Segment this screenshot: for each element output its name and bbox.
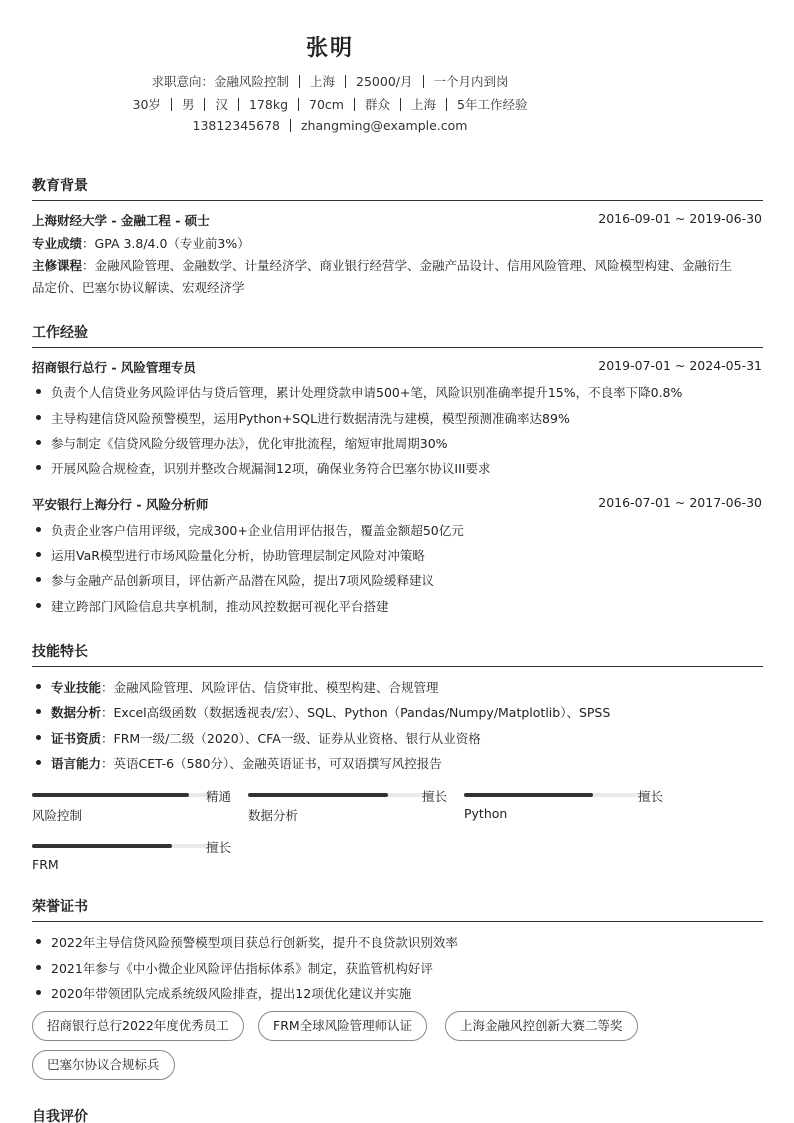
job-head: [32, 358, 762, 376]
skill-item: 证书资质：FRM一级/二级（2020）、CFA一级、证券从业资格、银行从业资格: [32, 729, 762, 747]
skill-level: 擅长: [638, 789, 664, 804]
experience-years: 5年工作经验: [457, 97, 528, 112]
education-title: 教育背景: [32, 175, 763, 201]
grade-line: [32, 233, 762, 255]
job-date: 2016-07-01 ~ 2017-06-30: [598, 495, 762, 510]
job-intention-row: [0, 72, 660, 90]
skill-item: 专业技能：金融风险管理、风险评估、信贷审批、模型构建、合规管理: [32, 678, 762, 696]
school-degree: 上海财经大学 - 金融工程 - 硕士: [32, 213, 210, 228]
job-head: [32, 495, 762, 513]
job-bullet: 参与制定《信贷风险分级管理办法》，优化审批流程，缩短审批周期30%: [32, 434, 762, 452]
skill-name: 风险控制: [32, 808, 83, 823]
email[interactable]: zhangming@example.com: [301, 118, 468, 133]
job-date: 2019-07-01 ~ 2024-05-31: [598, 358, 762, 373]
honor-tag: 招商银行总行2022年度优秀员工: [32, 1011, 244, 1041]
phone[interactable]: 13812345678: [192, 118, 280, 133]
courses-label: 主修课程: [32, 258, 83, 273]
skill-name: 数据分析: [248, 808, 299, 823]
skill-level: 擅长: [206, 840, 232, 855]
courses-line-cont: [32, 277, 762, 299]
honor-tag: FRM全球风险管理师认证: [258, 1011, 427, 1041]
work-title: 工作经验: [32, 322, 763, 348]
skills-title: 技能特长: [32, 641, 763, 667]
personal-info-row: [0, 95, 660, 113]
honor-tag: 巴塞尔协议合规标兵: [32, 1050, 175, 1080]
job-bullet: 负责企业客户信用评级，完成300+企业信用评估报告，覆盖金额超50亿元: [32, 521, 762, 539]
location: 上海: [310, 74, 336, 89]
political-status: 群众: [364, 97, 390, 112]
gender: 男: [181, 97, 195, 112]
skill-name: FRM: [32, 857, 59, 872]
skill-name: Python: [464, 806, 508, 821]
contact-row: [0, 118, 660, 133]
job-company-title: 平安银行上海分行 - 风险分析师: [32, 497, 209, 512]
courses-value-2: 品定价、巴塞尔协议解读、宏观经济学: [32, 280, 245, 295]
education-head: [32, 211, 762, 229]
weight: 178kg: [248, 97, 289, 112]
honors-title: 荣誉证书: [32, 896, 763, 922]
job-bullet: 参与金融产品创新项目，评估新产品潜在风险，提出7项风险缓释建议: [32, 571, 762, 589]
honor-item: 2021年参与《中小微企业风险评估指标体系》制定，获监管机构好评: [32, 959, 762, 977]
honor-tag: 上海金融风控创新大赛二等奖: [445, 1011, 638, 1041]
height: 70cm: [309, 97, 344, 112]
skill-level: 精通: [206, 789, 232, 804]
salary: 25000/月: [356, 74, 413, 89]
self-eval-title: 自我评价: [32, 1106, 763, 1123]
courses-line: [32, 255, 762, 277]
residence: 上海: [411, 97, 437, 112]
skill-level: 擅长: [422, 789, 448, 804]
job-bullet: 负责个人信贷业务风险评估与贷后管理，累计处理贷款申请500+笔，风险识别准确率提升15%，不良率下降0.8%: [32, 383, 762, 401]
skill-item: 语言能力：英语CET-6（580分）、金融英语证书，可双语撰写风控报告: [32, 754, 762, 772]
job-bullet: 主导构建信贷风险预警模型，运用Python+SQL进行数据清洗与建模，模型预测准确率达89%: [32, 409, 762, 427]
job-intention: 求职意向：金融风险控制: [151, 74, 289, 89]
education-date: 2016-09-01 ~ 2019-06-30: [598, 211, 762, 226]
skill-item: 数据分析：Excel高级函数（数据透视表/宏）、SQL、Python（Pandas/Numpy/Matplotlib）、SPSS: [32, 703, 762, 721]
grade-value: ：GPA 3.8/4.0（专业前3%）: [82, 236, 250, 251]
grade-label: 专业成绩: [32, 236, 83, 251]
honor-item: 2020年带领团队完成系统级风险排查，提出12项优化建议并实施: [32, 984, 762, 1002]
honor-item: 2022年主导信贷风险预警模型项目获总行创新奖，提升不良贷款识别效率: [32, 933, 762, 951]
age: 30岁: [132, 97, 161, 112]
courses-value-1: ：金融风险管理、金融数学、计量经济学、商业银行经营学、金融产品设计、信用风险管理、风险模型构建、金融衍生: [82, 258, 733, 273]
availability: 一个月内到岗: [433, 74, 509, 89]
job-bullet: 开展风险合规检查，识别并整改合规漏洞12项，确保业务符合巴塞尔协议III要求: [32, 459, 762, 477]
candidate-name: 张明: [305, 36, 354, 61]
ethnicity: 汉: [215, 97, 228, 112]
job-company-title: 招商银行总行 - 风险管理专员: [32, 360, 196, 375]
job-bullet: 建立跨部门风险信息共享机制，推动风控数据可视化平台搭建: [32, 597, 762, 615]
job-bullet: 运用VaR模型进行市场风险量化分析，协助管理层制定风险对冲策略: [32, 546, 762, 564]
